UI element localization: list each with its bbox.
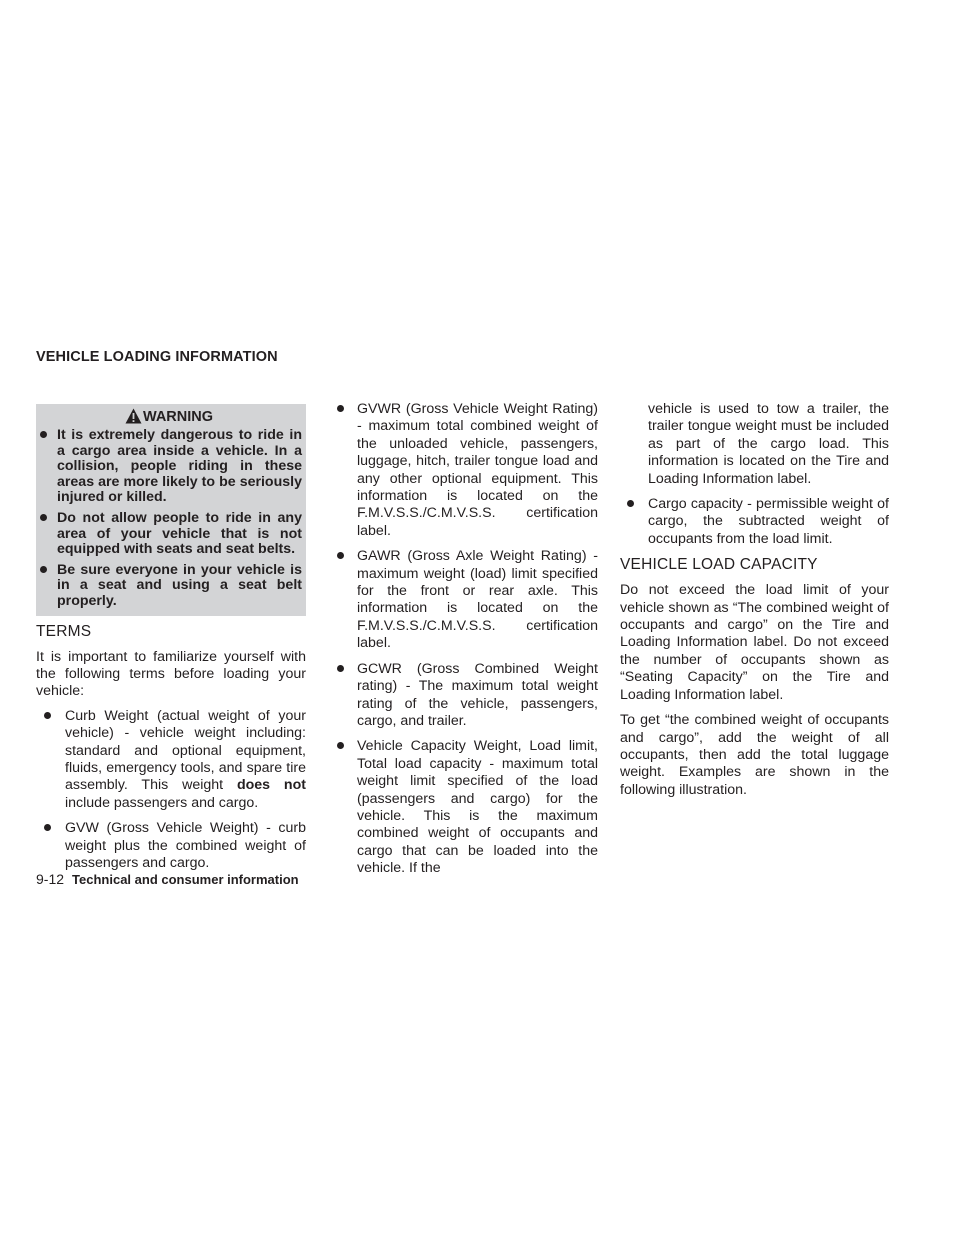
terms-intro: It is important to familiarize yourself with the following terms before loading your vehicle:: [36, 648, 306, 700]
warning-box: [36, 404, 306, 616]
section-title: VEHICLE LOADING INFORMATION: [36, 349, 278, 365]
column-1: [36, 404, 306, 872]
warning-item: It is extremely dangerous to ride in a cargo area inside a vehicle. In a collision, people riding in these areas are more likely to be seriously injured or killed.: [36, 428, 302, 506]
bullet-icon: [333, 661, 344, 678]
term-gvwr: GVWR (Gross Vehicle Weight Rating) - maximum total combined weight of the unloaded vehicle, passengers, luggage, hitch, trailer tongue load and any other optional equipment. This information is located on the F.M.V.S.S./C.M.V.S.S. certification label.: [334, 401, 598, 540]
bullet-icon: [36, 563, 47, 579]
bullet-icon: [36, 511, 47, 527]
term-gcwr: GCWR (Gross Combined Weight rating) - The maximum total weight rating of the vehicle, passengers, cargo, and trailer.: [334, 661, 598, 731]
term-cargo-capacity: Cargo capacity - permissible weight of cargo, the subtracted weight of occupants from the load limit.: [620, 496, 889, 548]
warning-item: Be sure everyone in your vehicle is in a seat and using a seat belt properly.: [36, 563, 302, 610]
load-capacity-paragraph-2: To get “the combined weight of occupants and cargo”, add the weight of all occupants, then add the total luggage weight. Examples are shown in the following illustration.: [620, 712, 889, 798]
bullet-icon: [40, 820, 51, 837]
term-vehicle-capacity-weight-continued: vehicle is used to tow a trailer, the trailer tongue weight must be included as part of the cargo load. This information is located on the Tire and Loading Information label.: [648, 401, 889, 487]
warning-title: WARNING: [142, 409, 214, 425]
bullet-icon: [36, 428, 47, 444]
term-curb-weight: Curb Weight (actual weight of your vehicle) - vehicle weight including: standard and optional equipment, fluids, emergency tools, and spare tire assembly. This weight does not include passengers and cargo.: [36, 708, 306, 812]
warning-triangle-icon: [125, 408, 142, 424]
column-2: [334, 401, 598, 878]
page-number: 9-12: [36, 871, 65, 887]
bullet-icon: [623, 496, 634, 513]
term-gvw: GVW (Gross Vehicle Weight) - curb weight plus the combined weight of passengers and cargo.: [36, 820, 306, 872]
load-capacity-paragraph-1: Do not exceed the load limit of your vehicle shown as “The combined weight of occupants and cargo” on the Tire and Loading Information label. Do not exceed the number of occupants shown as “Seating Capacity” on the Tire and Loading Information label.: [620, 582, 889, 703]
term-gawr: GAWR (Gross Axle Weight Rating) - maximum weight (load) limit specified for the front or rear axle. This information is located on the F.M.V.S.S./C.M.V.S.S. certification label.: [334, 548, 598, 652]
bullet-icon: [333, 401, 344, 418]
bullet-icon: [333, 548, 344, 565]
terms-heading: TERMS: [36, 622, 92, 640]
chapter-title: Technical and consumer information: [72, 872, 299, 887]
bullet-icon: [40, 708, 51, 725]
term-vehicle-capacity-weight: Vehicle Capacity Weight, Load limit, Total load capacity - maximum total weight limit specified of the load (passengers and cargo) for the vehicle. This is the maximum combined weight of occupants and cargo that can be loaded into the vehicle. If the: [334, 738, 598, 877]
warning-item: Do not allow people to ride in any area of your vehicle that is not equipped with seats and seat belts.: [36, 511, 302, 558]
page-footer: [36, 871, 299, 887]
column-3: [620, 401, 889, 799]
warning-header: [36, 406, 302, 428]
load-capacity-heading: VEHICLE LOAD CAPACITY: [620, 556, 818, 574]
bullet-icon: [333, 738, 344, 755]
